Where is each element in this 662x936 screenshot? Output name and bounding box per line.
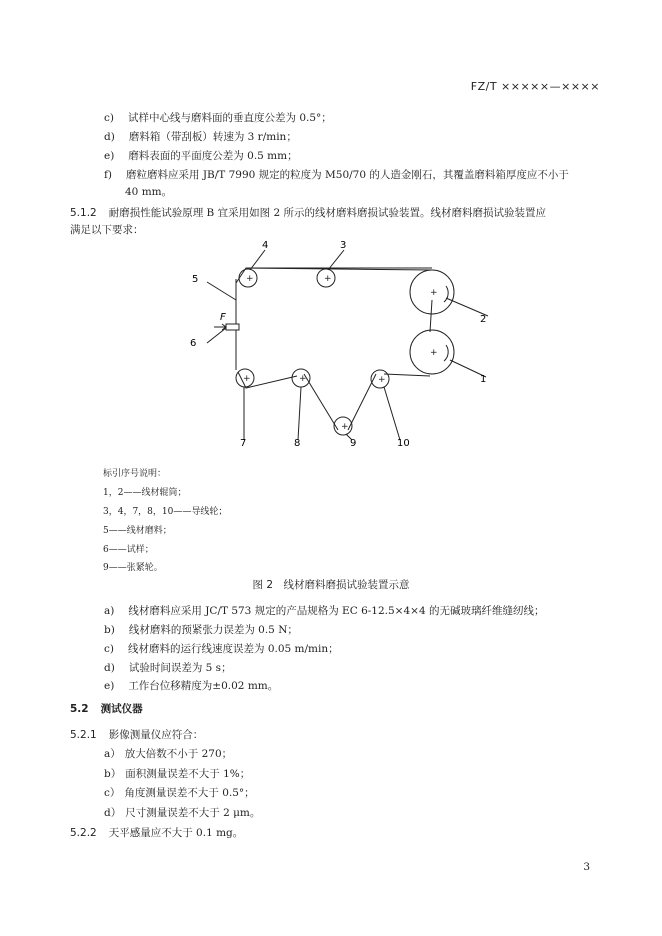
specimen [226, 324, 239, 330]
item-label: c) [104, 112, 114, 124]
section-title: 测试仪器 [100, 703, 143, 715]
item-label: d) [104, 131, 115, 143]
item-text: 工作台位移精度为±0.02 mm。 [128, 680, 279, 692]
clause-5-2-2 [70, 825, 243, 840]
list-item [104, 678, 278, 693]
label-force: F [220, 312, 226, 323]
list-item [104, 805, 260, 820]
svg-text:+: + [299, 374, 307, 384]
list-item [104, 785, 255, 800]
rotation-arrow-2 [444, 286, 448, 302]
label-3: 3 [340, 240, 347, 251]
clause-continuation: 满足以下要求： [70, 224, 144, 236]
clause-text: 耐磨损性能试验原理 B 宜采用如图 2 所示的线材磨料磨损试验装置。线材磨料磨损试验装置应 [108, 207, 546, 219]
label-6: 6 [190, 338, 197, 349]
item-label: f) [104, 169, 112, 181]
item-text: 角度测量误差不大于 0.5°； [124, 787, 255, 799]
svg-text:+: + [324, 274, 332, 284]
item-text: 面积测量误差不大于 1%； [125, 768, 251, 780]
clause-text: 影像测量仪应符合： [108, 729, 204, 741]
label-2: 2 [480, 314, 487, 325]
item-label: a) [104, 605, 115, 617]
standard-code: FZ/T ×××××—×××× [470, 80, 600, 93]
legend-item: 3，4，7，8，10——导线轮； [103, 507, 228, 517]
figure-caption: 图 2 线材磨料磨损试验装置示意 [252, 579, 410, 591]
clause-number: 5.2.2 [70, 827, 97, 839]
legend-item: 9——张紧轮。 [103, 563, 163, 573]
rotation-arrow-1 [444, 345, 448, 361]
label-5: 5 [192, 274, 199, 285]
label-8: 8 [294, 438, 301, 449]
clause-number: 5.1.2 [70, 207, 97, 219]
svg-text:+: + [378, 375, 386, 385]
wire-abrasive [236, 268, 432, 430]
item-label: e) [104, 680, 115, 692]
item-text: 线材磨料的运行线速度误差为 0.05 m/min； [127, 643, 339, 655]
item-label: e) [104, 150, 115, 162]
legend-item: 1，2——线材辊筒； [103, 488, 187, 498]
list-item [104, 746, 232, 761]
clause-number: 5.2.1 [70, 729, 97, 741]
item-label: a） [104, 748, 121, 760]
section-5-2-heading [70, 701, 143, 716]
legend-title: 标引序号说明： [103, 469, 167, 479]
legend-item: 5——线材磨料； [103, 526, 172, 536]
item-text: 磨料表面的平面度公差为 0.5 mm； [128, 150, 298, 162]
item-label: d） [104, 807, 122, 819]
item-label: b) [104, 624, 115, 636]
clause-5-2-1 [70, 727, 203, 742]
svg-text:+: + [430, 348, 438, 358]
svg-text:+: + [341, 422, 349, 432]
label-9: 9 [350, 438, 357, 449]
item-text: 磨料箱（带刮板）转速为 3 r/min； [128, 131, 297, 143]
item-text: 试验时间误差为 5 s； [128, 662, 232, 674]
item-text: 磨粒磨料应采用 JB/T 7990 规定的粒度为 M50/70 的人造金刚石，其覆盖磨料箱厚度应不小于 [125, 169, 569, 181]
item-text: 试样中心线与磨料面的垂直度公差为 0.5°； [127, 112, 332, 124]
wire-to-roller-2 [430, 300, 432, 332]
item-text: 线材磨料的预紧张力误差为 0.5 N； [128, 624, 298, 636]
label-10: 10 [397, 438, 410, 449]
item-label: c） [104, 787, 121, 799]
item-text: 尺寸测量误差不大于 2 μm。 [125, 807, 261, 819]
item-label: d) [104, 662, 115, 674]
list-item [104, 660, 232, 675]
legend-item: 6——试样； [103, 545, 154, 555]
label-7: 7 [240, 438, 247, 449]
item-text: 线材磨料应采用 JC/T 573 规定的产品规格为 EC 6-12.5×4×4 的无碱玻璃纤维缝纫线； [128, 605, 545, 617]
item-text: 放大倍数不小于 270； [124, 748, 233, 760]
list-item [104, 603, 544, 618]
svg-text:+: + [243, 374, 251, 384]
page-number: 3 [583, 861, 590, 873]
svg-text:+: + [430, 288, 438, 298]
item-label: b） [104, 768, 122, 780]
list-item-continuation: 40 mm。 [125, 186, 173, 198]
label-4: 4 [262, 240, 269, 251]
clause-text: 天平感量应不大于 0.1 mg。 [108, 827, 244, 839]
item-label: c) [104, 643, 114, 655]
list-item [104, 766, 250, 781]
list-item [104, 641, 339, 656]
list-item [104, 622, 298, 637]
section-number: 5.2 [70, 703, 89, 715]
label-1: 1 [480, 374, 487, 385]
svg-text:+: + [246, 274, 254, 284]
